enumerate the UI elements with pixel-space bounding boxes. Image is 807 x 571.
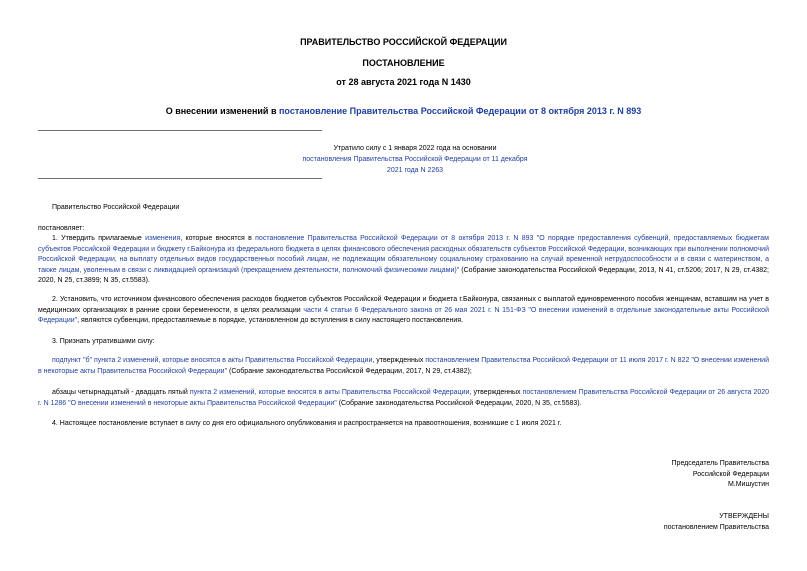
expired-note-link[interactable]: постановления Правительства Российской Федерации от 11 декабря 2021 года N 2263 bbox=[302, 156, 528, 174]
decree-word: постановляет: bbox=[38, 225, 85, 232]
signature-position-1: Председатель Правительства bbox=[671, 460, 769, 467]
p1-text-a: 1. Утвердить прилагаемые bbox=[52, 235, 146, 242]
p2-text-a: 2. Установить, что источником финансового обеспечения расходов бюджетов субъектов Российской Федерации и бюджета г.Байконура, связанных с выплатой единовременного пособия женщинам, вставшим на учет в медицинских организациях в ранние сроки беременности, в целях реализации bbox=[38, 296, 769, 314]
p3a-text-a: , утвержденных bbox=[372, 357, 426, 364]
p3b-link-decree-1286[interactable]: постановлением Правительства Российской Федерации от 26 августа 2020 г. N 1286 "О внесении изменений в некоторые акты Правительства Российской Федерации" bbox=[38, 389, 770, 407]
approved-block bbox=[664, 512, 769, 533]
divider-top bbox=[38, 130, 322, 131]
document-date-number: от 28 августа 2021 года N 1430 bbox=[336, 77, 471, 87]
p2-link-law-151[interactable]: части 4 статьи 6 Федерального закона от 26 мая 2021 г. N 151-ФЗ "О внесении изменений в отдельные законодательные акты Российской Федерации" bbox=[38, 306, 769, 325]
paragraph-3b bbox=[38, 388, 769, 409]
document-title bbox=[0, 106, 807, 116]
p2-text-b: , являются субвенции, предоставляемые в порядке, установленном до вступления в силу настоящего постановления. bbox=[77, 317, 464, 325]
divider-bottom bbox=[38, 178, 322, 179]
signature-name: М.Мишустин bbox=[727, 481, 769, 489]
expired-note-text: Утратило силу с 1 января 2022 года на основании bbox=[333, 145, 497, 152]
p3a-link-decree-822[interactable]: постановлением Правительства Российской Федерации от 11 июля 2017 г. N 822 "О внесении изменений в некоторые акты Правительства Российской Федерации" bbox=[38, 357, 769, 375]
paragraph-3: 3. Признать утратившими силу: bbox=[52, 338, 155, 345]
p3b-text-a: абзацы четырнадцатый - двадцать пятый bbox=[52, 389, 190, 396]
p1-link-changes[interactable]: изменения bbox=[145, 235, 181, 242]
signature-position-2: Российской Федерации bbox=[692, 470, 769, 478]
document-type-heading: ПОСТАНОВЛЕНИЕ bbox=[362, 58, 445, 68]
approved-by: постановлением Правительства bbox=[663, 523, 769, 531]
title-link[interactable]: постановление Правительства Российской Федерации от 8 октября 2013 г. N 893 bbox=[279, 106, 642, 116]
intro-paragraph: Правительство Российской Федерации bbox=[52, 204, 180, 211]
p3b-link-point-2[interactable]: пункта 2 изменений, которые вносятся в акты Правительства Российской Федерации bbox=[189, 389, 470, 396]
p3a-text-b: (Собрание законодательства Российской Федерации, 2017, N 29, ст.4382); bbox=[227, 367, 472, 375]
government-heading: ПРАВИТЕЛЬСТВО РОССИЙСКОЙ ФЕДЕРАЦИИ bbox=[300, 37, 507, 47]
p3b-text-b: , утвержденных bbox=[469, 389, 523, 396]
p3a-link-subpoint[interactable]: подпункт "б" пункта 2 изменений, которые вносятся в акты Правительства Российской Федерации bbox=[52, 357, 373, 364]
paragraph-3a bbox=[38, 356, 769, 377]
paragraph-4: 4. Настоящее постановление вступает в силу со дня его официального опубликования и распространяется на правоотношения, возникшие с 1 июля 2021 г. bbox=[52, 420, 562, 427]
title-prefix: О внесении изменений в bbox=[165, 106, 279, 116]
p1-text-c: (Собрание законодательства Российской Федерации, 2013, N 41, ст.5206; 2017, N 29, ст.4382; 2020, N 25, ст.3899; N 35, ст.5583). bbox=[38, 266, 769, 285]
p1-text-b: , которые вносятся в bbox=[180, 235, 256, 242]
paragraph-2 bbox=[38, 295, 769, 327]
signature-block bbox=[672, 459, 769, 491]
expired-note bbox=[300, 143, 530, 176]
approved-heading: УТВЕРЖДЕНЫ bbox=[719, 513, 769, 520]
paragraph-1 bbox=[38, 234, 769, 287]
p1-link-decree-893[interactable]: постановление Правительства Российской Федерации от 8 октября 2013 г. N 893 "О порядке предоставления субвенций, предоставляемых бюджетам субъектов Российской Федерации и бюджету г.Байконура из федерального бюджета в целях финансового обеспечения расходных обязательств субъектов Российской Федерации, возникающих при выполнении полномочий Российской Федерации, на выплату отдельных видов государственных пособий лицам, не подлежащим обязательному социальному страхованию на случай временной нетрудоспособности и в связи с материнством, а также лицам, уволенным в связи с ликвидацией организаций (прекращением деятельности, полномочий физическими лицами)" bbox=[38, 235, 769, 274]
p3b-text-c: (Собрание законодательства Российской Федерации, 2020, N 35, ст.5583). bbox=[336, 399, 582, 407]
